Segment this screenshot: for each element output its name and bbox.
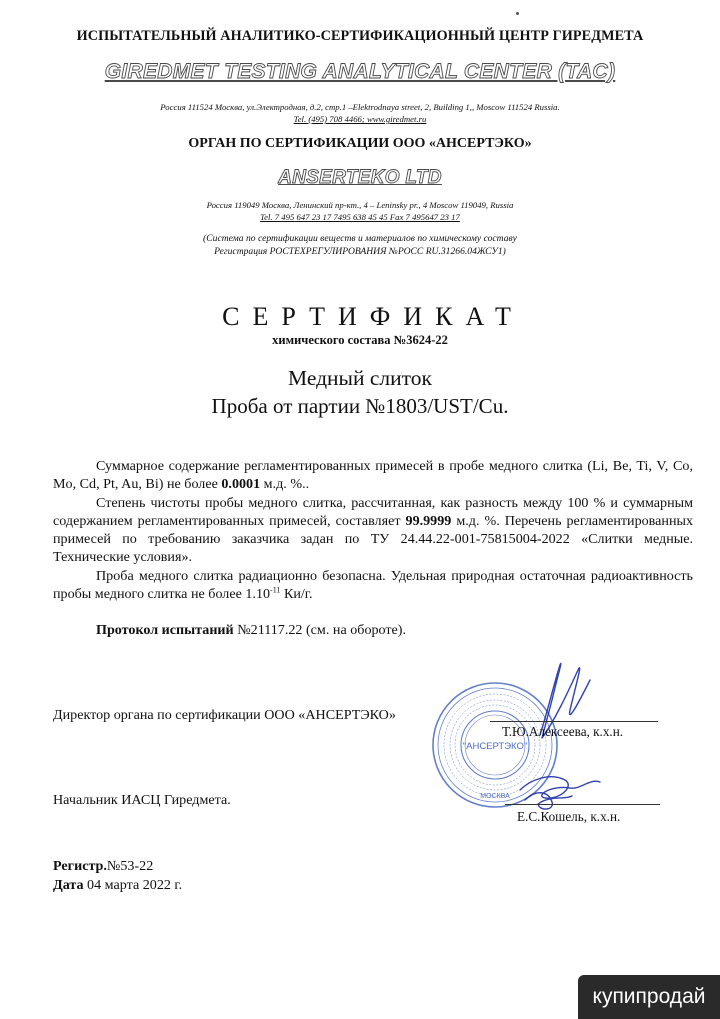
center-name-en-logo: GIREDMET TESTING ANALYTICAL CENTER (TAC) bbox=[104, 60, 616, 83]
purity-paragraph bbox=[53, 494, 693, 567]
registration-value: №53-22 bbox=[106, 858, 154, 874]
sample-description: Проба от партии №1803/UST/Cu. bbox=[211, 394, 509, 418]
director-title: Директор органа по сертификации ООО «АНСЕРТЭКО» bbox=[53, 707, 396, 723]
director-name: Т.Ю.Алексеева, к.х.н. bbox=[502, 724, 624, 739]
issue-date bbox=[53, 876, 182, 895]
registration-label: Регистр. bbox=[53, 858, 107, 874]
certificate-body bbox=[53, 457, 693, 603]
cert-body-name-en-logo: ANSERTEKO LTD bbox=[278, 167, 442, 188]
impurities-text: Суммарное содержание регламентированных примесей в пробе медного слитка (Li, Be, Ti, V, Co, Mo, Cd, Pt, Au, Bi) не более bbox=[53, 458, 693, 493]
impurities-unit: м.д. %.. bbox=[260, 476, 310, 493]
protocol-label: Протокол испытаний bbox=[96, 622, 234, 638]
center-contacts: Tel. (495) 708 4466; www.giredmet.ru bbox=[293, 114, 427, 124]
cert-body-contacts: Tel. 7 495 647 23 17 7495 638 45 45 Fax 7 495647 23 17 bbox=[260, 212, 460, 222]
certificate-title: СЕРТИФИКАТ bbox=[222, 302, 524, 331]
radiation-exponent: -11 bbox=[270, 585, 281, 595]
system-line-2: Регистрация РОСТЕХРЕГУЛИРОВАНИЯ №РОСС RU.31266.04ЖСУ1) bbox=[214, 245, 506, 257]
purity-text: Степень чистоты пробы медного слитка, рассчитанная, как разность между 100 % и суммарным содержанием регламентированных примесей, составляет bbox=[53, 494, 693, 529]
scan-speck bbox=[516, 12, 519, 15]
radiation-text: Проба медного слитка радиационно безопасна. Удельная природная остаточная радиоактивность пробы медного слитка не более 1.10 bbox=[53, 567, 693, 603]
watermark-logo: купипродай bbox=[578, 975, 720, 1019]
purity-value: 99.9999 bbox=[405, 512, 452, 529]
cert-body-address: Россия 119049 Москва, Ленинский пр-кт., 4 – Leninsky pr., 4 Moscow 119049, Russia bbox=[206, 200, 514, 210]
center-address: Россия 111524 Москва, ул.Электродная, д.2, стр.1 –Elektrodnaya street, 2, Building 1,, Moscow 111524 Russia. bbox=[160, 102, 560, 112]
date-label: Дата bbox=[53, 877, 84, 893]
product-name: Медный слиток bbox=[288, 366, 432, 390]
cert-body-address-block bbox=[0, 199, 720, 223]
stamp-bottom-text: МОСКВА bbox=[480, 793, 510, 800]
radiation-paragraph bbox=[53, 567, 693, 604]
purity-tail: м.д. %. Перечень регламентированных примесей по требованию заказчика задан по ТУ 24.44.22-001-75815004-2022 «Слитки медные. Технические условия». bbox=[53, 512, 694, 566]
protocol-value: №21117.22 (см. на обороте). bbox=[233, 622, 407, 638]
center-name-ru: ИСПЫТАТЕЛЬНЫЙ АНАЛИТИКО-СЕРТИФИКАЦИОННЫЙ ЦЕНТР ГИРЕДМЕТА bbox=[76, 28, 644, 44]
certification-system-note bbox=[0, 233, 720, 258]
chief-name: Е.С.Кошель, к.х.н. bbox=[517, 809, 621, 824]
chief-title: Начальник ИАСЦ Гиредмета. bbox=[53, 792, 231, 808]
certificate-subtitle: химического состава №3624-22 bbox=[272, 333, 448, 347]
protocol-reference bbox=[96, 622, 406, 639]
impurities-value: 0.0001 bbox=[221, 476, 261, 493]
radiation-unit: Ки/г. bbox=[280, 586, 313, 603]
date-value: 04 марта 2022 г. bbox=[83, 877, 183, 893]
impurities-paragraph bbox=[53, 457, 693, 494]
registration-number bbox=[53, 857, 182, 876]
stamp-center-text: "АНСЕРТЭКО" bbox=[462, 741, 528, 752]
chief-signature-line bbox=[505, 804, 660, 805]
director-signature-line bbox=[490, 721, 658, 722]
cert-body-name-ru: ОРГАН ПО СЕРТИФИКАЦИИ ООО «АНСЕРТЭКО» bbox=[188, 136, 532, 151]
system-line-1: (Система по сертификации веществ и материалов по химическому составу bbox=[203, 233, 517, 244]
registration-block bbox=[53, 857, 182, 895]
center-address-block bbox=[0, 101, 720, 125]
